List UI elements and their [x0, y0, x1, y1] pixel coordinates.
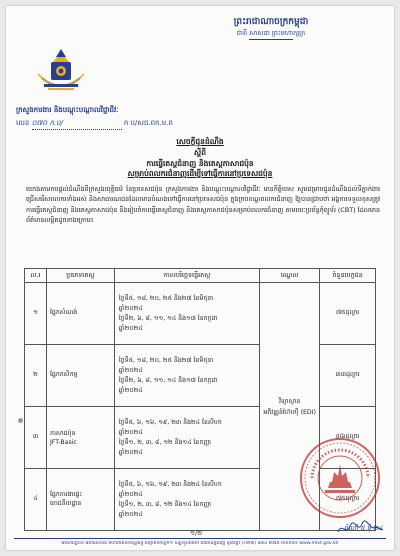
reference-number: ០៧០ ក.ប/	[32, 117, 122, 130]
table-row	[25, 345, 376, 407]
test-type: ផ្នែកកសិកម្ម	[46, 345, 114, 407]
test-dates: ថ្ងៃទី៥, ១៨, ២០, ២៥ និង២៧ ខែមិថុនា ឆ្នាំ២០២៤ ថ្ងៃទី២, ៦, ៨, ១១, ១៤ និង១៧ ខែកក្កដា ឆ្នាំ២០២៤	[114, 283, 259, 345]
reference-label: លេខ	[16, 119, 30, 127]
row-number: ៣	[25, 407, 47, 469]
notice-subject-line2: សម្រាប់ពលករជំនាញដើម្បីទៅធ្វើការនៅប្រទេសជប៉ុន	[127, 169, 273, 178]
page-number: ១/២	[190, 529, 203, 537]
header-no: ល.រ	[25, 269, 47, 283]
test-dates: ថ្ងៃទី៥, ១៨, ២០, ២៥ និង២៧ ខែមិថុនា ឆ្នាំ២០២៤ ថ្ងៃទី២, ៦, ៨, ១១, ១៤ និង១៧ ខែកក្កដា ឆ្នាំ២០២៤	[114, 345, 259, 407]
signature-note: ចំណាំ ៥ មុំ ២៤	[344, 524, 383, 532]
row-number: ៤	[25, 469, 47, 531]
header-test-dates: កាលបរិច្ឆេទធ្វើតេស្ត	[114, 269, 259, 283]
punch-hole-mark	[18, 418, 23, 423]
row-number: ២	[25, 345, 47, 407]
notice-title: សេចក្តីជូនដំណឹង	[176, 137, 224, 146]
test-type: ផ្នែកសំណង់	[46, 283, 114, 345]
test-type: ផ្នែកការងារផ្ទះ ភោជនីយដ្ឋាន	[46, 469, 114, 531]
footer-divider	[14, 538, 386, 539]
candidate-count: ៧៥ដុល្លារ	[320, 283, 376, 345]
test-type: ភាសាជប៉ុន JFT-Basic	[46, 407, 114, 469]
national-motto: ជាតិ សាសនា ព្រះមហាក្សត្រ	[236, 29, 306, 37]
official-seal-stamp	[298, 436, 382, 520]
ministry-name: ក្រសួងការងារ និងបណ្តុះបណ្តាលវិជ្ជាជីវៈ	[16, 106, 119, 114]
test-center: វិទ្យាស្ថានអភិវឌ្ឍន៍ហ៊ែបប៉ី (EDI)	[260, 283, 320, 531]
candidate-count: ៣៦ដុល្លារ	[320, 407, 376, 469]
table-header-row	[25, 269, 376, 283]
document-page	[6, 6, 394, 550]
kingdom-heading: ព្រះរាជាណាចក្រកម្ពុជា	[233, 17, 309, 27]
test-dates: ថ្ងៃទី៥, ៦, ១៦, ១៩, ២៣ និង២៤ ខែសីហា ឆ្នាំ២០២៤ ថ្ងៃទី១, ២, ៣, ៨, ១២ និង១៤ ខែកញ្ញា ឆ្នាំ២០២៤	[114, 407, 259, 469]
ministry-logo	[32, 48, 90, 98]
notice-body: យោងតាមការផ្ដល់ដំណឹងពីក្រសួងយុត្តិធម៌ នៃប្រទេសជប៉ុន ក្រសួងការងារ និងបណ្តុះបណ្តាលវិជ្ជាជីវៈ មានកិត្តិយស សូមជម្រាបជូនដំណឹងដល់ទីភ្នាក់ងារជ្រើសរើសពលករទាំងអស់ និងសាធារណជនដែលមានបំណងទៅធ្វើការនៅប្រទេសជប៉ុន ក្នុងក្របខណ្ឌពលករជំនាញ ឱ្យបានជ្រាបថា អង្គការទទួលខុសត្រូវការធ្វើតេស្តជំនាញ និងតេស្តភាសាជប៉ុន នឹងរៀបចំការធ្វើតេស្តជំនាញ និងតេស្តភាសាជប៉ុនសម្រាប់ពលករជំនាញ តាមរយៈប្រព័ន្ធកុំព្យូទ័រ (CBT) ដែលមានព័ត៌មានលម្អិតដូចខាងក្រោម៖	[26, 185, 380, 224]
reference-suffix: ក ប/សជ.ពក.ម.ព	[123, 119, 173, 127]
row-number: ១	[25, 283, 47, 345]
notice-subject-label: ស្តីពី	[194, 148, 206, 157]
candidate-count: ៣៣ដុល្លារ	[320, 345, 376, 407]
footer-address: អាសយដ្ឋាន៖ អគារលេខ៣ មហាវិថីសហព័ន្ធរុស្ស៊ី សង្កាត់ទឹកល្អក់១ ខណ្ឌទួលគោក រាជធានីភ្នំពេញ ទូរស័ព្ទ៖ (០២៣) ៨៨៤ ៣៧៥ វិបសាយ៖ www.mlvt.gov.kh	[61, 541, 339, 546]
reference-number-row	[16, 117, 256, 130]
table-row	[25, 283, 376, 345]
header-candidates: ចំនួនបេក្ខជន	[320, 269, 376, 283]
test-dates: ថ្ងៃទី៥, ៦, ១៦, ១៩, ២៣ និង២៤ ខែសីហា ឆ្នាំ២០២៤ ថ្ងៃទី១, ២, ៣, ៨, ១២ និង១៤ ខែកញ្ញា ឆ្នាំ២០២៤	[114, 469, 259, 531]
candidate-count: ៧៥ដុល្លារ	[320, 469, 376, 531]
motto-ornament	[249, 39, 293, 41]
header-test-type: ប្រភេទតេស្ត	[46, 269, 114, 283]
header-center: មណ្ឌល	[260, 269, 320, 283]
notice-subject-line1: ការធ្វើតេស្តជំនាញ និងតេស្តភាសាជប៉ុន	[146, 159, 254, 168]
